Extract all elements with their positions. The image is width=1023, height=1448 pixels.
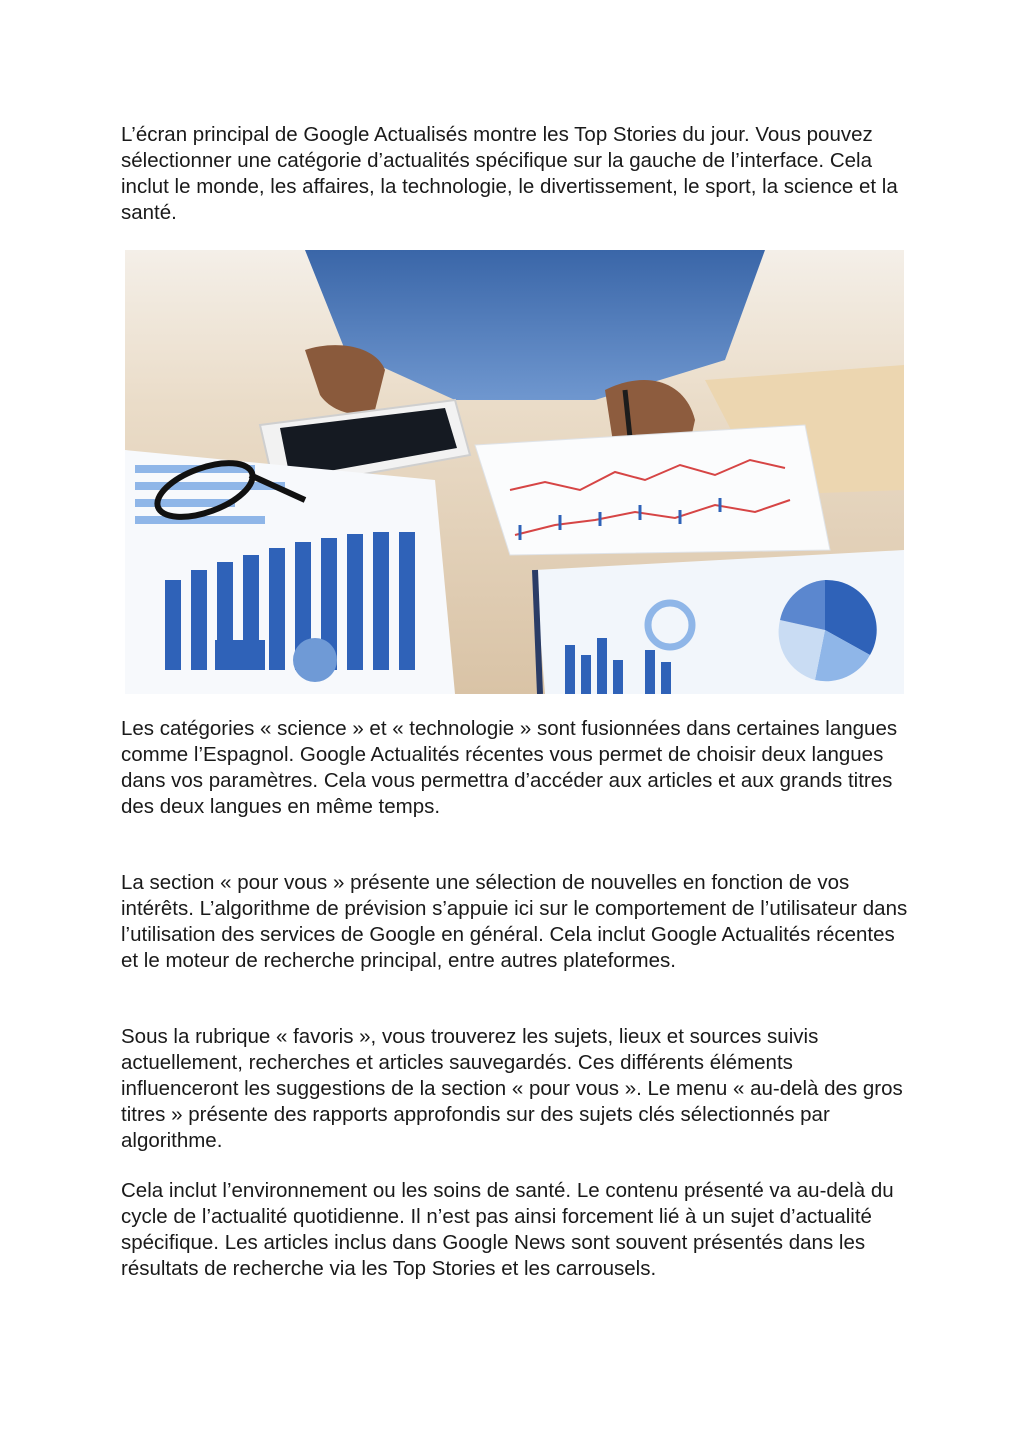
paragraph-3: La section « pour vous » présente une sélection de nouvelles en fonction de vos intérêts. L’algorithme de prévision s’appuie ici sur le comportement de l’utilisateur dans l’utilisation des services de Google en général. Cela inclut Google Actualités récentes et le moteur de recherche principal, entre autres plateformes. <box>121 871 908 972</box>
paragraph-2: Les catégories « science » et « technologie » sont fusionnées dans certaines langues comme l’Espagnol. Google Actualités récentes vous permet de choisir deux langues dans vos paramètres. Cela vous permettra d’accéder aux articles et aux grands titres des deux langues en même temps. <box>121 717 898 818</box>
paragraph-1: L’écran principal de Google Actualisés montre les Top Stories du jour. Vous pouvez sélectionner une catégorie d’actualités spécifique sur la gauche de l’interface. Cela inclut le monde, les affaires, la technologie, le divertissement, le sport, la science et la santé. <box>121 123 898 224</box>
paragraph-4: Sous la rubrique « favoris », vous trouverez les sujets, lieux et sources suivis actuellement, recherches et articles sauvegardés. Ces différents éléments influenceront les suggestions de la section « pour vous ». Le menu « au-delà des gros titres » présente des rapports approfondis sur des sujets clés sélectionnés par algorithme. <box>121 1025 903 1152</box>
paragraph-5: Cela inclut l’environnement ou les soins de santé. Le contenu présenté va au-delà du cycle de l’actualité quotidienne. Il n’est pas ainsi forcement lié à un sujet d’actualité spécifique. Les articles inclus dans Google News sont souvent présentés dans les résultats de recherche via les Top Stories et les carrousels. <box>121 1179 894 1280</box>
business-charts-photo <box>125 250 904 694</box>
